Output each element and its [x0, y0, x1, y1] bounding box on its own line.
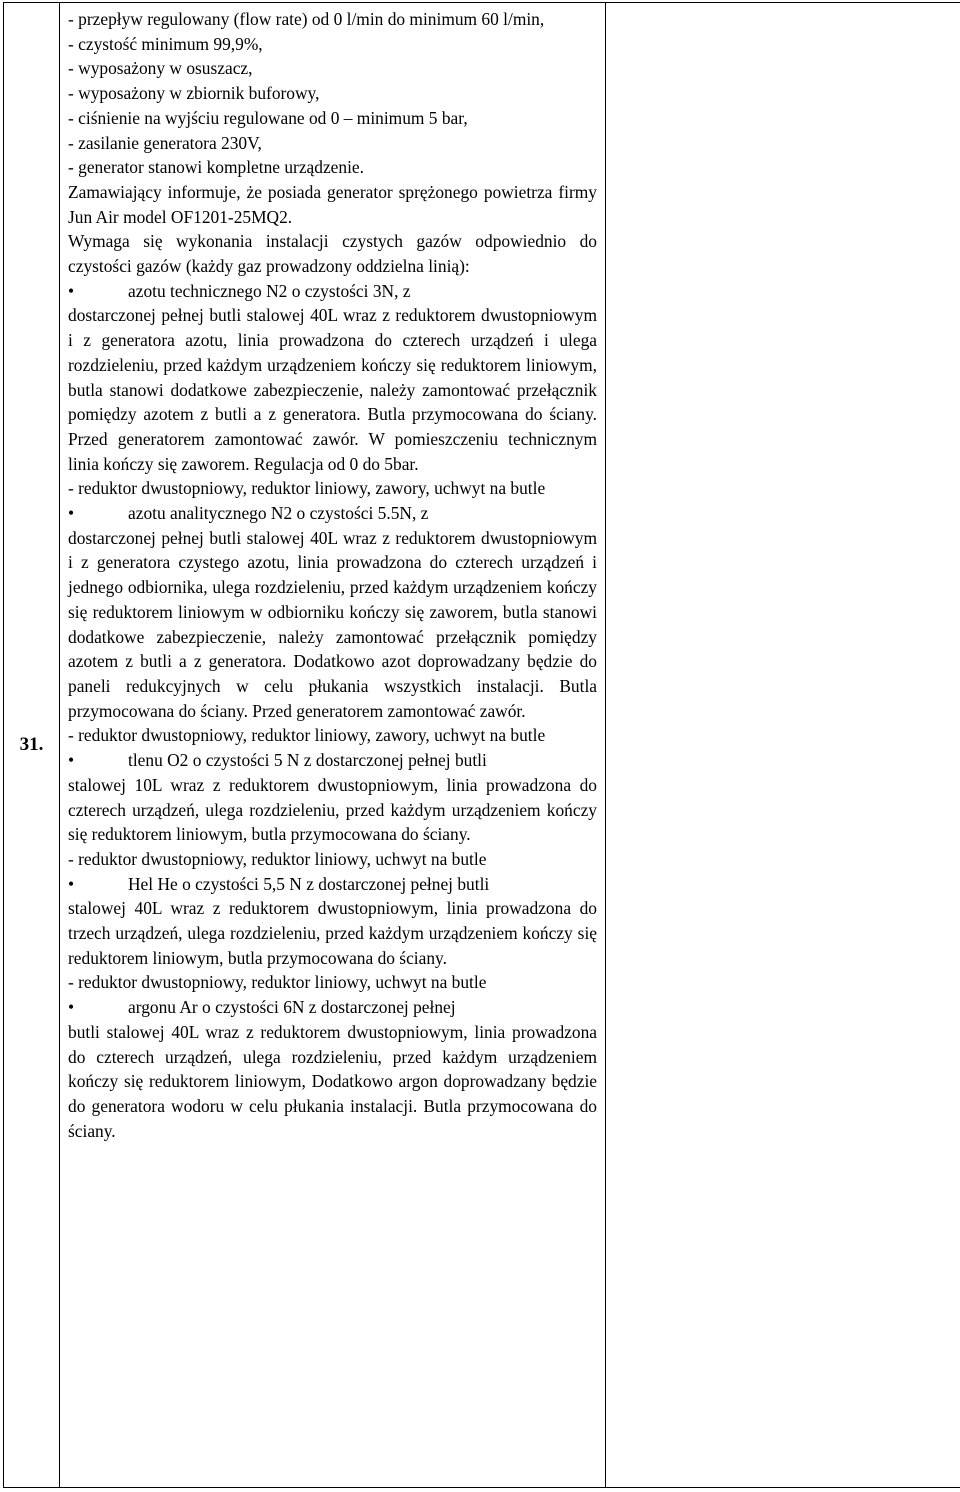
bullet-icon: •	[68, 997, 75, 1018]
gas-item-equipment: - reduktor dwustopniowy, reduktor liniowy, uchwyt na butle	[68, 848, 487, 869]
gas-item-body: butli stalowej 40L wraz z reduktorem dwustopniowym, linia prowadzona do czterech urządzeń, ulega rozdzieleniu, przed każdym urządzeniem kończy się reduktorem liniowym, Dodatkowo argon doprowadzany będzie do generatora wodoru w celu płukania instalacji. Butla przymocowana do ściany.	[68, 1021, 597, 1141]
gas-item-lead-text: azotu analitycznego N2 o czystości 5.5N, z	[128, 503, 429, 524]
gas-item-lead-text: azotu technicznego N2 o czystości 3N, z	[128, 280, 411, 301]
spec-line: - czystość minimum 99,9%,	[68, 33, 263, 54]
gas-item-lead	[68, 995, 597, 1020]
gas-item-equipment: - reduktor dwustopniowy, reduktor liniowy, uchwyt na butle	[68, 972, 487, 993]
bullet-icon: •	[68, 873, 75, 894]
gas-item-body: dostarczonej pełnej butli stalowej 40L wraz z reduktorem dwustopniowym i z generatora azotu, linia prowadzona do czterech urządzeń i ulega rozdzieleniu, przed każdym urządzeniem kończy się reduktorem liniowym, butla stanowi dodatkowe zabezpieczenie, należy zamontować przełącznik pomiędzy azotem z butli a z generatora. Butla przymocowana do ściany. Przed generatorem zamontować zawór. W pomieszczeniu technicznym linia kończy się zaworem. Regulacja od 0 do 5bar.	[68, 305, 597, 474]
gas-item-lead	[68, 748, 597, 773]
specification-table	[3, 2, 960, 1488]
table-row	[4, 3, 960, 1488]
gas-item-equipment: - reduktor dwustopniowy, reduktor liniowy, zawory, uchwyt na butle	[68, 725, 546, 746]
gas-item-lead-text: tlenu O2 o czystości 5 N z dostarczonej pełnej butli	[128, 750, 487, 771]
bullet-icon: •	[68, 750, 75, 771]
row-number: 31.	[4, 3, 60, 1488]
spec-line: - zasilanie generatora 230V,	[68, 132, 262, 153]
requirement-paragraph: Wymaga się wykonania instalacji czystych gazów odpowiednio do czystości gazów (każdy gaz prowadzony oddzielna linią):	[68, 231, 597, 277]
empty-cell	[606, 3, 960, 1488]
spec-line: - ciśnienie na wyjściu regulowane od 0 – minimum 5 bar,	[68, 107, 468, 128]
gas-item-body: stalowej 40L wraz z reduktorem dwustopniowym, linia prowadzona do trzech urządzeń, ulega rozdzieleniu, przed każdym urządzeniem kończy się reduktorem liniowym, butla przymocowana do ściany.	[68, 898, 597, 968]
spec-line: - wyposażony w osuszacz,	[68, 58, 253, 79]
gas-item-lead	[68, 279, 597, 304]
gas-item-lead	[68, 501, 597, 526]
spec-line: - generator stanowi kompletne urządzenie.	[68, 157, 364, 178]
info-paragraph: Zamawiający informuje, że posiada generator sprężonego powietrza firmy Jun Air model OF1201-25MQ2.	[68, 181, 597, 227]
gas-item-lead-text: argonu Ar o czystości 6N z dostarczonej pełnej	[128, 997, 456, 1018]
gas-item-equipment: - reduktor dwustopniowy, reduktor liniowy, zawory, uchwyt na butle	[68, 478, 546, 499]
gas-item-body: dostarczonej pełnej butli stalowej 40L wraz z reduktorem dwustopniowym i z generatora czystego azotu, linia prowadzona do czterech urządzeń i jednego odbiornika, ulega rozdzieleniu, przed każdym urządzeniem kończy się reduktorem liniowym w odbiorniku kończy się zaworem, butla stanowi dodatkowe zabezpieczenie, należy zamontować przełącznik pomiędzy azotem z butli a z generatora. Dodatkowo azot doprowadzany będzie do paneli redukcyjnych w celu płukania wszystkich instalacji. Butla przymocowana do ściany. Przed generatorem zamontować zawór.	[68, 527, 597, 721]
gas-item-lead	[68, 872, 597, 897]
specification-cell	[60, 3, 606, 1488]
bullet-icon: •	[68, 503, 75, 524]
bullet-icon: •	[68, 280, 75, 301]
spec-line: - przepływ regulowany (flow rate) od 0 l/min do minimum 60 l/min,	[68, 9, 545, 29]
gas-item-body: stalowej 10L wraz z reduktorem dwustopniowym, linia prowadzona do czterech urządzeń, ulega rozdzieleniu, przed każdym urządzeniem kończy się reduktorem liniowym, butla przymocowana do ściany.	[68, 774, 597, 845]
spec-line: - wyposażony w zbiornik buforowy,	[68, 83, 320, 104]
gas-item-lead-text: Hel He o czystości 5,5 N z dostarczonej pełnej butli	[128, 873, 490, 894]
